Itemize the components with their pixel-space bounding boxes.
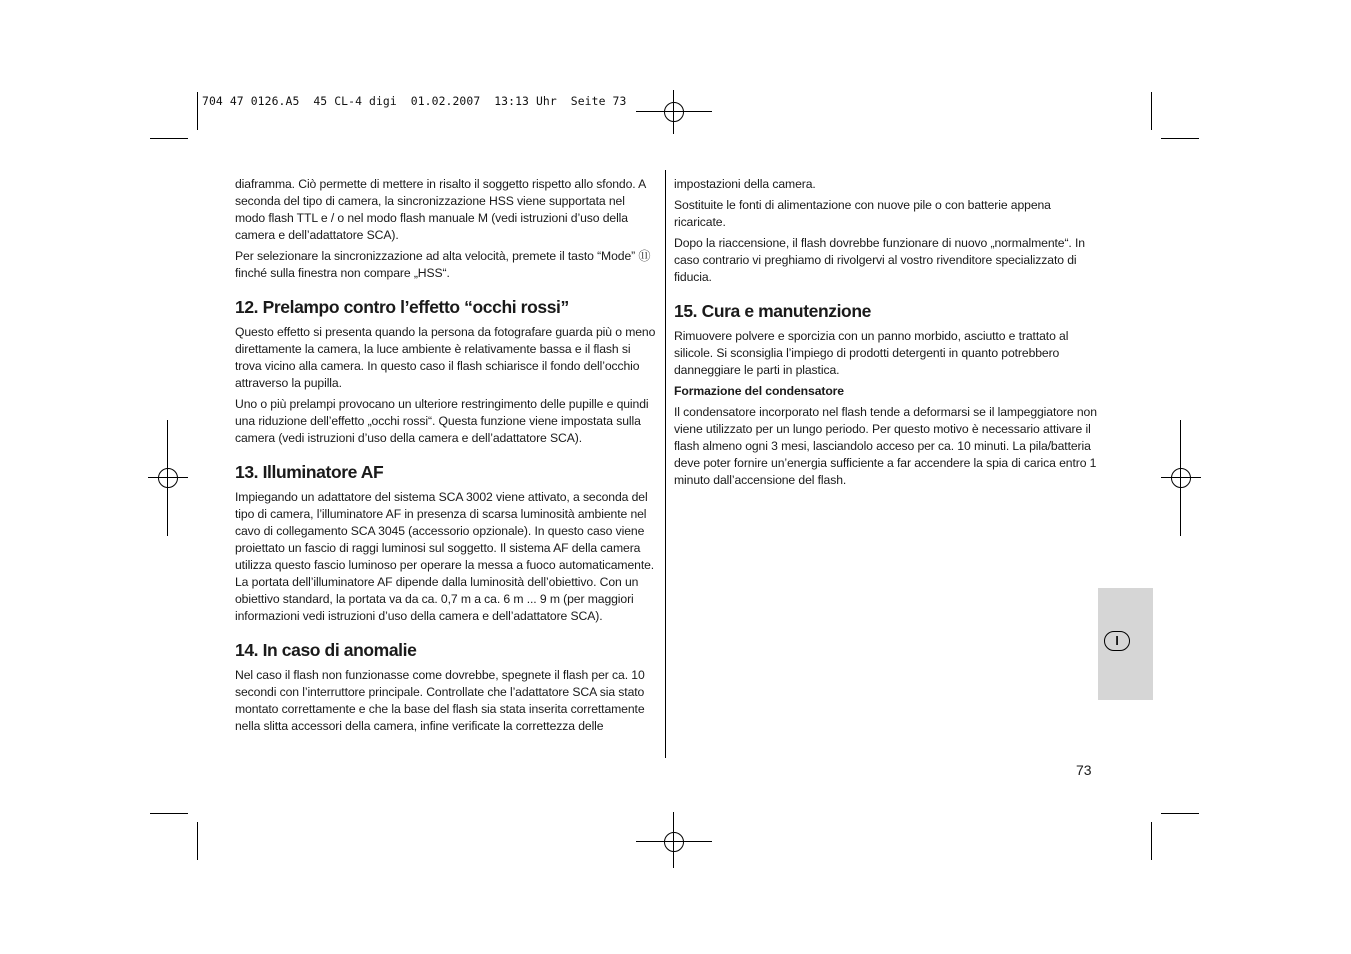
paragraph: Sostituite le fonti di alimentazione con nuove pile o con batterie appena ricaricate.: [674, 198, 1051, 229]
subheading: Formazione del condensatore: [674, 384, 844, 398]
registration-mark-bottom: [654, 822, 694, 862]
registration-mark-left: [148, 458, 188, 498]
crop-mark: [150, 813, 188, 814]
crop-mark: [197, 822, 198, 860]
column-divider: [665, 170, 666, 758]
crop-mark: [1151, 92, 1152, 130]
section-heading-12: 12. Prelampo contro l’effetto “occhi rossi”: [235, 297, 569, 317]
paragraph: Per selezionare la sincronizzazione ad alta velocità, premete il tasto “Mode” ⑪ finché sulla finestra non compare „HSS“.: [235, 249, 651, 280]
section-heading-13: 13. Illuminatore AF: [235, 462, 384, 482]
paragraph: Questo effetto si presenta quando la persona da fotografare guarda più o meno direttamente la camera, la luce ambiente è relativamente bassa e il flash si trova vicino alla camera. In questo caso il flash schiarisce il fondo dell’occhio attraverso la pupilla.: [235, 325, 656, 390]
print-slug-line: 704 47 0126.A5 45 CL-4 digi 01.02.2007 13:13 Uhr Seite 73: [202, 94, 627, 108]
paragraph: Nel caso il flash non funzionasse come dovrebbe, spegnete il flash per ca. 10 secondi con l’interruttore principale. Controllate che l’adattatore SCA sia stato montato correttamente e che la base del flash sia stata inserita correttamente nella slitta accessori della camera, infine verificate la correttezza delle: [235, 668, 645, 733]
paragraph: Uno o più prelampi provocano un ulteriore restringimento delle pupille e quindi una riduzione dell’effetto „occhi rossi“. Questa funzione viene impostata sulla camera (vedi istruzioni d’uso della camera e dell’adattatore SCA).: [235, 397, 649, 445]
crop-mark: [1161, 813, 1199, 814]
crop-mark: [1161, 138, 1199, 139]
paragraph: diaframma. Ciò permette di mettere in risalto il soggetto rispetto allo sfondo. A seconda del tipo di camera, la sincronizzazione HSS viene supportata nel modo flash TTL e / o nel modo flash manuale M (vedi istruzioni d’uso della camera e dell’adattatore SCA).: [235, 177, 646, 242]
language-tab-label: I: [1104, 631, 1130, 651]
page-number: 73: [1076, 762, 1092, 778]
registration-mark-right: [1161, 458, 1201, 498]
paragraph: Impiegando un adattatore del sistema SCA 3002 viene attivato, a seconda del tipo di camera, l’illuminatore AF in presenza di scarsa luminosità ambiente nel cavo di collegamento SCA 3045 (accessorio opzionale). In questo caso viene proiettato un fascio di raggi luminosi sul soggetto. Il sistema AF della camera utilizza questo fascio luminoso per operare la messa a fuoco automaticamente. La portata dell’illuminatore AF dipende dalla luminosità dell’obiettivo. Con un obiettivo standard, la portata va da ca. 0,7 m a ca. 6 m ... 9 m (per maggiori informazioni vedi istruzioni d’uso della camera e dell’adattatore SCA).: [235, 490, 655, 623]
crop-mark: [1151, 822, 1152, 860]
paragraph: Il condensatore incorporato nel flash tende a deformarsi se il lampeggiatore non viene utilizzato per un lungo periodo. Per questo motivo è necessario attivare il flash almeno ogni 3 mesi, lasciandolo acceso per ca. 10 minuti. La pila/batteria deve poter fornire un’energia sufficiente a far accendere la spia di carica entro 1 minuto dall’accensione del flash.: [674, 405, 1097, 487]
paragraph: impostazioni della camera.: [674, 177, 816, 191]
registration-mark-top: [654, 92, 694, 132]
left-text-column: [235, 176, 657, 739]
paragraph: Dopo la riaccensione, il flash dovrebbe funzionare di nuovo „normalmente“. In caso contrario vi preghiamo di rivolgervi al vostro rivenditore specializzato di fiducia.: [674, 236, 1085, 284]
crop-mark: [197, 92, 198, 130]
right-text-column: [674, 176, 1098, 493]
paragraph: Rimuovere polvere e sporcizia con un panno morbido, asciutto e trattato al silicole. Si sconsiglia l’impiego di prodotti detergenti in quanto potrebbero danneggiare le parti in plastica.: [674, 329, 1069, 377]
section-heading-15: 15. Cura e manutenzione: [674, 301, 871, 321]
crop-mark: [150, 138, 188, 139]
section-heading-14: 14. In caso di anomalie: [235, 640, 417, 660]
